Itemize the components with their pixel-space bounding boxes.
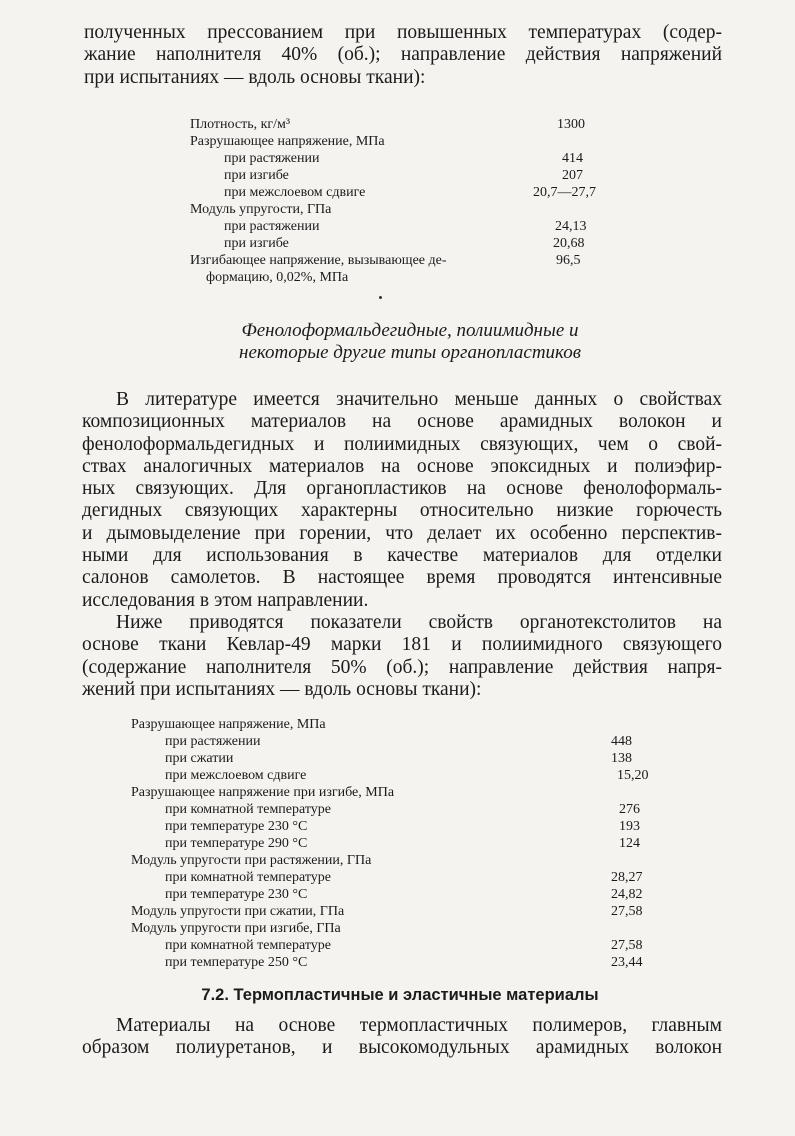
text-line: ных связующих. Для органопластиков на основе фенолоформаль-	[82, 478, 722, 500]
paragraph-literature	[82, 389, 722, 612]
row-label: при межслоевом сдвиге	[224, 185, 366, 200]
row-label: при комнатной температуре	[165, 938, 332, 953]
row-value: 96,5	[556, 253, 581, 268]
row-label: Изгибающее напряжение, вызывающее де-	[190, 253, 447, 268]
row-label: Плотность, кг/м³	[190, 117, 291, 132]
row-label: при растяжении	[224, 219, 320, 234]
text-line: салонов самолетов. В настоящее время проводятся интенсивные	[82, 567, 722, 589]
text-line: Материалы на основе термопластичных полимеров, главным	[116, 1015, 722, 1036]
text-line: и дымовыделение при горении, что делает их особенно перспектив-	[82, 522, 722, 544]
table-row	[131, 733, 691, 750]
row-value: 20,68	[553, 236, 585, 251]
table-row	[190, 167, 650, 184]
table-row	[190, 218, 650, 235]
text-line: при испытаниях — вдоль основы ткани):	[84, 66, 426, 88]
table-row	[190, 133, 650, 150]
table-row	[190, 235, 650, 252]
row-value: 124	[619, 836, 640, 851]
row-label: при температуре 290 °С	[165, 836, 308, 851]
table-row	[131, 920, 691, 937]
text-line: основе ткани Кевлар-49 марки 181 и полиимидного связующего	[82, 634, 722, 656]
text-line: ствах аналогичных материалов на основе эпоксидных и полиэфир-	[82, 455, 722, 477]
row-value: 15,20	[617, 768, 649, 783]
row-label: Разрушающее напряжение, МПа	[190, 134, 385, 149]
table-row	[190, 150, 650, 167]
row-value: 20,7—27,7	[533, 185, 596, 200]
intro-paragraph	[84, 22, 722, 89]
table-row	[190, 269, 650, 286]
text-line: Ниже приводятся показатели свойств органотекстолитов на	[116, 612, 722, 633]
row-label: Разрушающее напряжение при изгибе, МПа	[131, 785, 395, 800]
table-row	[131, 937, 691, 954]
row-label: при сжатии	[165, 751, 234, 766]
text-line: исследования в этом направлении.	[82, 589, 369, 611]
row-value: 23,44	[611, 955, 643, 970]
text-line: композиционных материалов на основе арамидных волокон и	[82, 411, 722, 433]
row-value: 193	[619, 819, 640, 834]
text-line: образом полиуретанов, и высокомодульных арамидных волокон	[82, 1037, 722, 1059]
row-value: 414	[562, 151, 583, 166]
table-row	[190, 184, 650, 201]
text-line: жений при испытаниях — вдоль основы ткани):	[82, 678, 482, 700]
row-label: при температуре 230 °С	[165, 819, 308, 834]
row-label: при комнатной температуре	[165, 802, 332, 817]
row-value: 27,58	[611, 904, 643, 919]
table-row	[190, 252, 650, 269]
section-heading	[170, 320, 650, 364]
text-line: фенолоформальдегидных и полиимидных связующих, чем о свой-	[82, 433, 722, 455]
row-label: Модуль упругости при сжатии, ГПа	[131, 904, 345, 919]
table-row	[131, 767, 691, 784]
row-label: при изгибе	[224, 236, 289, 251]
row-label: при температуре 230 °С	[165, 887, 308, 902]
text-line: жание наполнителя 40% (об.); направление действия напряжений	[84, 44, 722, 66]
table-row	[131, 801, 691, 818]
heading-line: Фенолоформальдегидные, полиимидные и	[241, 320, 579, 341]
table-row	[131, 835, 691, 852]
row-label: Модуль упругости, ГПа	[190, 202, 332, 217]
table-row	[131, 750, 691, 767]
text-line: ными для использования в качестве материалов для отделки	[82, 545, 722, 567]
table-row	[131, 869, 691, 886]
row-label: при изгибе	[224, 168, 289, 183]
paragraph-kevlar	[82, 612, 722, 701]
row-value: 24,82	[611, 887, 643, 902]
row-value: 27,58	[611, 938, 643, 953]
table-row	[190, 116, 650, 133]
row-value: 448	[611, 734, 632, 749]
row-label: Модуль упругости при растяжении, ГПа	[131, 853, 372, 868]
row-value: 138	[611, 751, 632, 766]
row-label: при температуре 250 °С	[165, 955, 308, 970]
row-label: при растяжении	[165, 734, 261, 749]
properties-table-1	[190, 116, 650, 286]
table-row	[131, 818, 691, 835]
text-line: (содержание наполнителя 50% (об.); направление действия напря-	[82, 656, 722, 678]
table-row	[131, 954, 691, 971]
table-row	[131, 852, 691, 869]
row-label: при комнатной температуре	[165, 870, 332, 885]
stray-dot	[379, 296, 382, 299]
section-heading-7-2: 7.2. Термопластичные и эластичные материалы	[201, 986, 599, 1004]
table-row	[131, 903, 691, 920]
row-label: при межслоевом сдвиге	[165, 768, 307, 783]
row-label: формацию, 0,02%, МПа	[206, 270, 349, 285]
row-label: при растяжении	[224, 151, 320, 166]
table-row	[190, 201, 650, 218]
row-value: 207	[562, 168, 583, 183]
properties-table-2	[131, 716, 691, 971]
paragraph-thermoplastic	[82, 1015, 722, 1060]
row-value: 276	[619, 802, 640, 817]
row-value: 28,27	[611, 870, 643, 885]
row-label: Модуль упругости при изгибе, ГПа	[131, 921, 341, 936]
row-value: 1300	[557, 117, 585, 132]
row-value: 24,13	[555, 219, 587, 234]
text-line: полученных прессованием при повышенных температурах (содер-	[84, 22, 722, 43]
text-line: дегидных связующих характерны относительно низкие горючесть	[82, 500, 722, 522]
row-label: Разрушающее напряжение, МПа	[131, 717, 326, 732]
table-row	[131, 716, 691, 733]
table-row	[131, 886, 691, 903]
text-line: В литературе имеется значительно меньше данных о свойствах	[116, 389, 722, 410]
heading-line: некоторые другие типы органопластиков	[239, 342, 581, 363]
table-row	[131, 784, 691, 801]
